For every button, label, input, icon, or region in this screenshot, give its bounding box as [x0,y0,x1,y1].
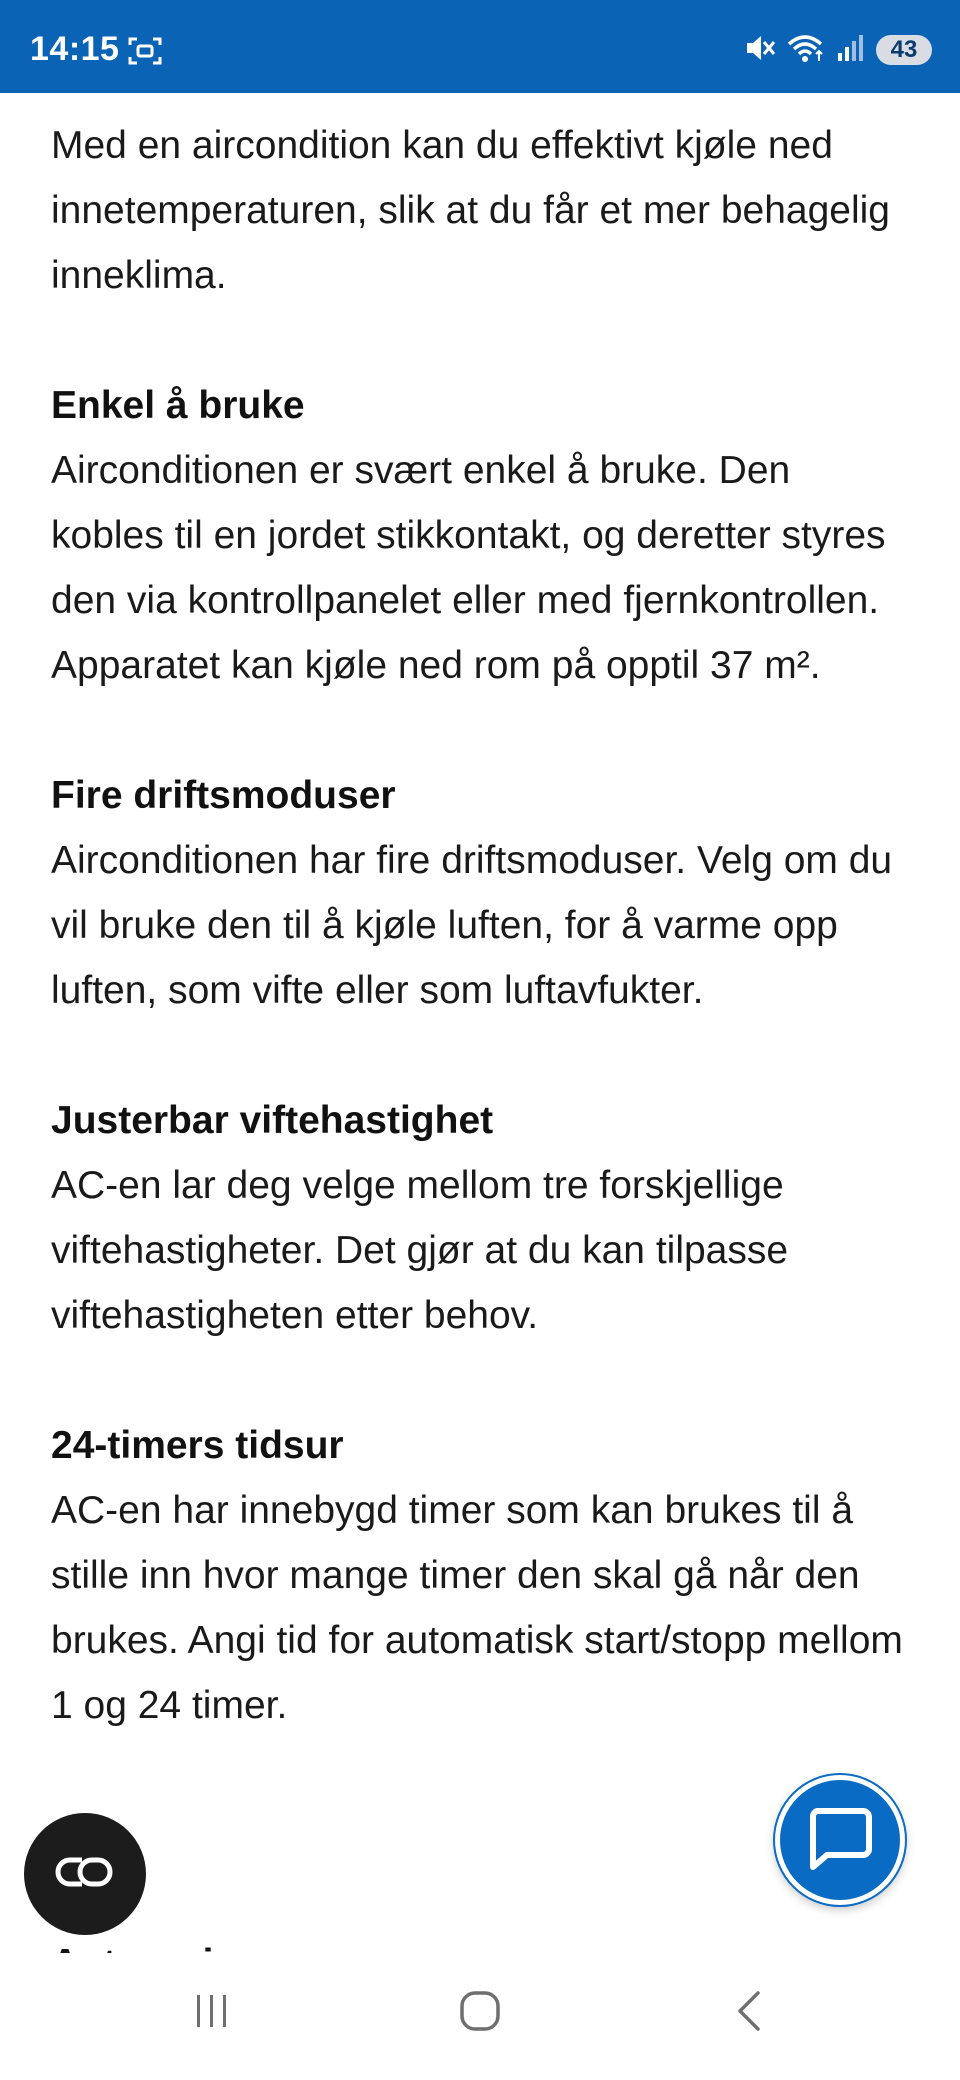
wifi-icon [786,33,826,68]
home-button[interactable] [445,1983,515,2043]
status-bar [0,0,960,93]
mute-icon [744,33,776,68]
section-body: AC-en har innebygd timer som kan brukes til å stille inn hvor mange timer den skal gå når den brukes. Angi tid for automatisk start/stopp mellom 1 og 24 timer. [51,1489,903,1727]
section-heading: Fire driftsmoduser [51,774,396,817]
recents-button[interactable] [177,1983,247,2043]
status-time: 14:15 [30,30,120,68]
battery-icon [876,35,932,65]
chat-bubble-icon [805,1805,875,1876]
section-body: Airconditionen er svært enkel å bruke. Den kobles til en jordet stikkontakt, og deretter styres den via kontrollpanelet eller med fjernkontrollen. Apparatet kan kjøle ned rom på opptil 37 m². [51,449,886,687]
section-body: AC-en lar deg velge mellom tre forskjellige viftehastigheter. Det gjør at du kan tilpasse viftehastigheten etter behov. [51,1164,789,1337]
screenshot-icon [128,36,162,71]
section-heading: Enkel å bruke [51,384,305,427]
cookie-settings-button[interactable] [24,1813,146,1935]
back-icon [730,1989,770,2038]
navigation-bar [0,1953,960,2080]
cookie-settings-icon [52,1854,118,1895]
battery-level: 43 [890,36,918,63]
page-content[interactable] [0,93,960,1953]
section-body: Airconditionen har fire driftsmoduser. Velg om du vil bruke den til å kjøle luften, for å varme opp luften, som vifte eller som luftavfukter. [51,839,893,1012]
article-intro: Med en aircondition kan du effektivt kjøle ned innetemperaturen, slik at du får et mer behagelig inneklima. [51,124,890,297]
signal-icon [836,33,866,68]
back-button[interactable] [715,1983,785,2043]
chat-button[interactable] [775,1775,905,1905]
section-heading: 24-timers tidsur [51,1424,344,1467]
section-heading: Justerbar viftehastighet [51,1099,494,1142]
article-body [51,113,911,1738]
home-icon [458,1989,502,2038]
recents-icon [192,1991,232,2036]
